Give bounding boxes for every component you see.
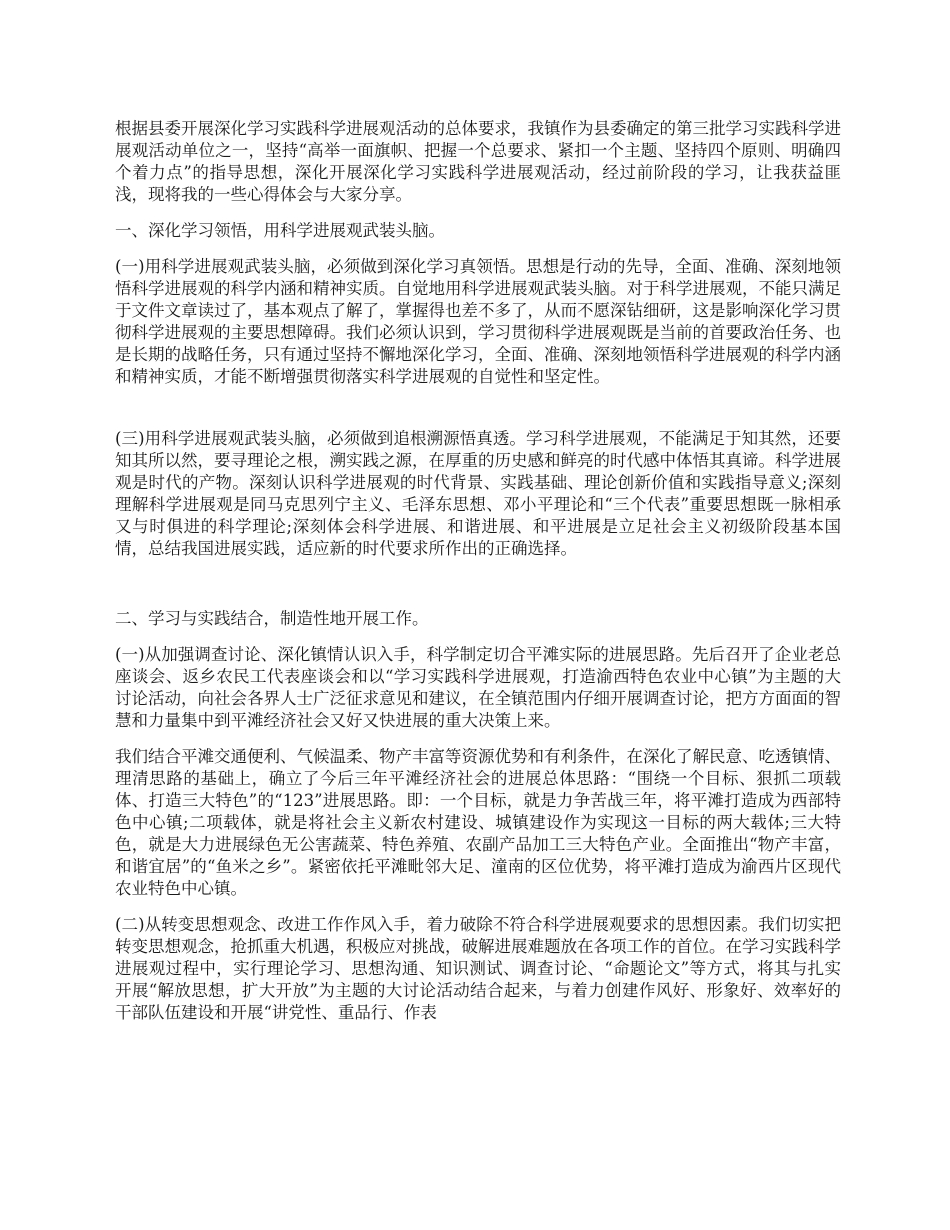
section-1-paragraph-3: (三)用科学进展观武装头脑，必须做到追根溯源悟真透。学习科学进展观，不能满足于知其然，还要知其所以然，要寻理论之根，溯实践之源，在厚重的历史感和鲜亮的时代感中体悟其真谛。科学进展观是时代的产物。深刻认识科学进展观的时代背景、实践基础、理论创新价值和实践指导意义;深刻理解科学进展观是同马克思列宁主义、毛泽东思想、邓小平理论和“三个代表”重要思想既一脉相承又与时俱进的科学理论;深刻体会科学进展、和谐进展、和平进展是立足社会主义初级阶段基本国情，总结我国进展实践，适应新的时代要求所作出的正确选择。 <box>115 429 841 558</box>
section-1-heading: 一、深化学习领悟，用科学进展观武装头脑。 <box>115 221 445 240</box>
section-2-paragraph-2: 我们结合平滩交通便利、气候温柔、物产丰富等资源优势和有利条件，在深化了解民意、吃透镇情、理清思路的基础上，确立了今后三年平滩经济社会的进展总体思路：“围绕一个目标、狠抓二项载体、打造三大特色”的“123”进展思路。即：一个目标，就是力争苦战三年，将平滩打造成为西部特色中心镇;二项载体，就是将社会主义新农村建设、城镇建设作为实现这一目标的两大载体;三大特色，就是大力进展绿色无公害蔬菜、特色养殖、农副产品加工三大特色产业。全面推出“物产丰富，和谐宜居”的“鱼米之乡”。紧密依托平滩毗邻大足、潼南的区位优势，将平滩打造成为渝西片区现代农业特色中心镇。 <box>115 747 841 898</box>
document-page <box>115 118 841 1038</box>
section-1-paragraph-1: (一)用科学进展观武装头脑，必须做到深化学习真领悟。思想是行动的先导，全面、准确、深刻地领悟科学进展观的科学内涵和精神实质。自觉地用科学进展观武装头脑。对于科学进展观，不能只满足于文件文章读过了，基本观点了解了，掌握得也差不多了，从而不愿深钻细研，这是影响深化学习贯彻科学进展观的主要思想障碍。我们必须认识到，学习贯彻科学进展观既是当前的首要政治任务、也是长期的战略任务，只有通过坚持不懈地深化学习，全面、准确、深刻地领悟科学进展观的科学内涵和精神实质，才能不断增强贯彻落实科学进展观的自觉性和坚定性。 <box>115 257 841 386</box>
section-2-paragraph-1: (一)从加强调查讨论、深化镇情认识入手，科学制定切合平滩实际的进展思路。先后召开了企业老总座谈会、返乡农民工代表座谈会和以“学习实践科学进展观，打造渝西特色农业中心镇”为主题的大讨论活动，向社会各界人士广泛征求意见和建议，在全镇范围内仔细开展调查讨论，把方方面面的智慧和力量集中到平滩经济社会又好又快进展的重大决策上来。 <box>115 645 841 730</box>
section-2-heading: 二、学习与实践结合，制造性地开展工作。 <box>115 609 429 628</box>
section-2-paragraph-3: (二)从转变思想观念、改进工作作风入手，着力破除不符合科学进展观要求的思想因素。我们切实把转变思想观念，抢抓重大机遇，积极应对挑战，破解进展难题放在各项工作的首位。在学习实践科学进展观过程中，实行理论学习、思想沟通、知识测试、调查讨论、“命题论文”等方式，将其与扎实开展“解放思想，扩大开放”为主题的大讨论活动结合起来，与着力创建作风好、形象好、效率好的干部队伍建设和开展“讲党性、重品行、作表 <box>115 915 841 1022</box>
intro-paragraph: 根据县委开展深化学习实践科学进展观活动的总体要求，我镇作为县委确定的第三批学习实践科学进展观活动单位之一，坚持“高举一面旗帜、把握一个总要求、紧扣一个主题、坚持四个原则、明确四个着力点”的指导思想，深化开展深化学习实践科学进展观活动，经过前阶段的学习，让我获益匪浅，现将我的一些心得体会与大家分享。 <box>115 119 841 204</box>
